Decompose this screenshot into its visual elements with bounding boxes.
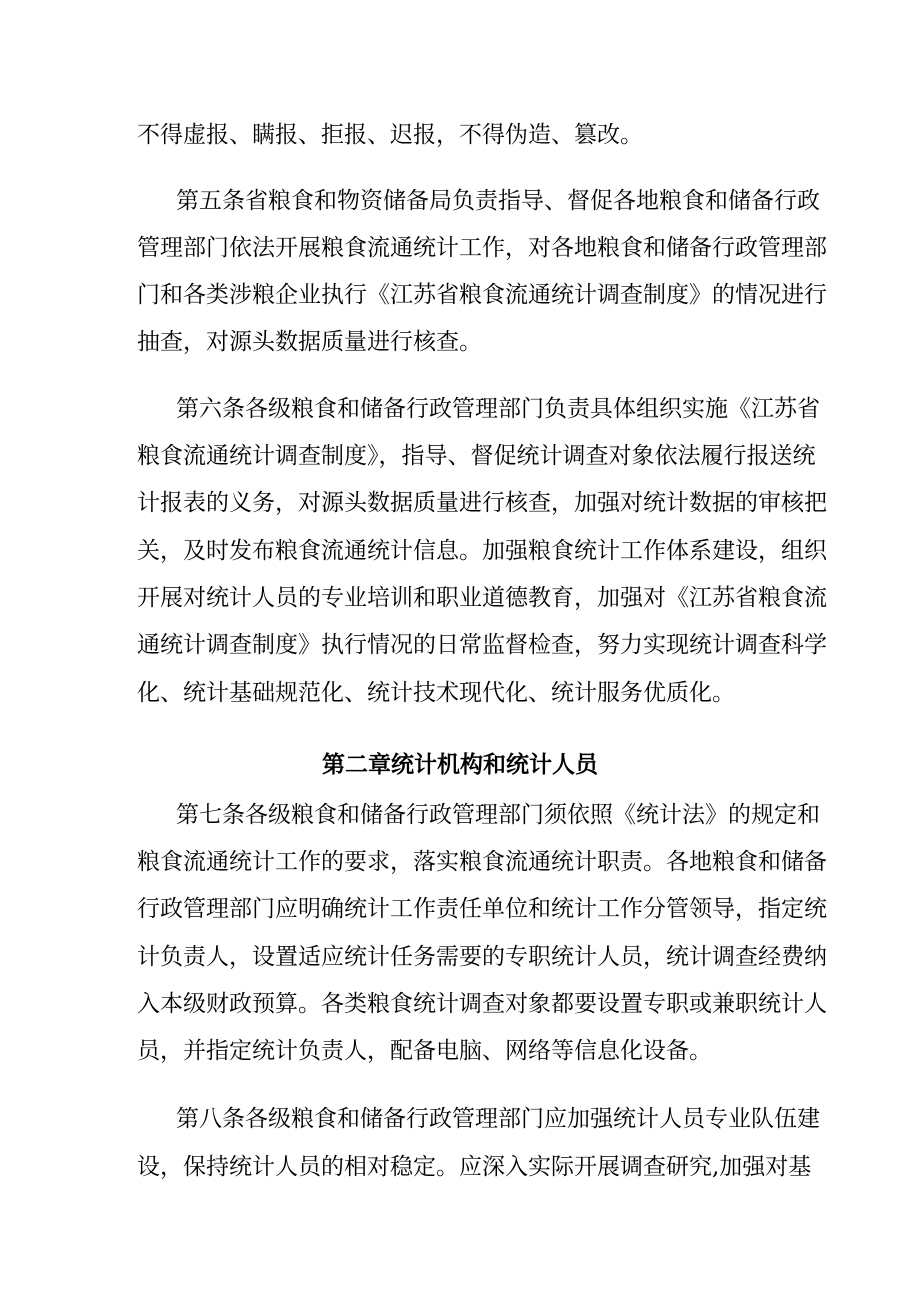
article-5-line-3: 门和各类涉粮企业执行《江苏省粮食流通统计调查制度》的情况进行 bbox=[137, 282, 827, 308]
article-5-line-2: 管理部门依法开展粮食流通统计工作，对各地粮食和储备行政管理部 bbox=[137, 235, 827, 261]
chapter-heading: 第二章统计机构和统计人员 bbox=[322, 751, 598, 778]
article-7-line-1: 第七条各级粮食和储备行政管理部门须依照《统计法》的规定和 bbox=[176, 802, 820, 828]
article-6-line-2: 粮食流通统计调查制度》，指导、督促统计调查对象依法履行报送统 bbox=[137, 443, 816, 469]
article-6-line-4: 关，及时发布粮食流通统计信息。加强粮食统计工作体系建设，组织 bbox=[137, 538, 827, 564]
article-6-line-6: 通统计调查制度》执行情况的日常监督检查，努力实现统计调查科学 bbox=[137, 632, 827, 658]
article-6-line-3: 计报表的义务，对源头数据质量进行核查，加强对统计数据的审核把 bbox=[137, 490, 827, 516]
article-5-line-1: 第五条省粮食和物资储备局负责指导、督促各地粮食和储备行政 bbox=[176, 188, 820, 214]
article-8-line-1: 第八条各级粮食和储备行政管理部门应加强统计人员专业队伍建 bbox=[176, 1106, 820, 1132]
paragraph-continuation-line: 不得虚报、瞒报、拒报、迟报，不得伪造、篡改。 bbox=[137, 122, 643, 148]
article-7-line-6: 员，并指定统计负责人，配备电脑、网络等信息化设备。 bbox=[137, 1038, 712, 1064]
article-7-line-3: 行政管理部门应明确统计工作责任单位和统计工作分管领导，指定统 bbox=[137, 896, 827, 922]
article-6-line-1: 第六条各级粮食和储备行政管理部门负责具体组织实施《江苏省 bbox=[176, 396, 820, 422]
article-7-line-5: 入本级财政预算。各类粮食统计调查对象都要设置专职或兼职统计人 bbox=[137, 991, 827, 1017]
article-5-line-4: 抽查，对源头数据质量进行核查。 bbox=[137, 329, 482, 355]
article-6-line-7: 化、统计基础规范化、统计技术现代化、统计服务优质化。 bbox=[137, 680, 735, 706]
article-7-line-2: 粮食流通统计工作的要求，落实粮食流通统计职责。各地粮食和储备 bbox=[137, 849, 827, 875]
article-8-line-2: 设，保持统计人员的相对稳定。应深入实际开展调查研究,加强对基 bbox=[137, 1154, 812, 1180]
article-6-line-5: 开展对统计人员的专业培训和职业道德教育，加强对《江苏省粮食流 bbox=[137, 585, 827, 611]
article-7-line-4: 计负责人，设置适应统计任务需要的专职统计人员，统计调查经费纳 bbox=[137, 944, 827, 970]
